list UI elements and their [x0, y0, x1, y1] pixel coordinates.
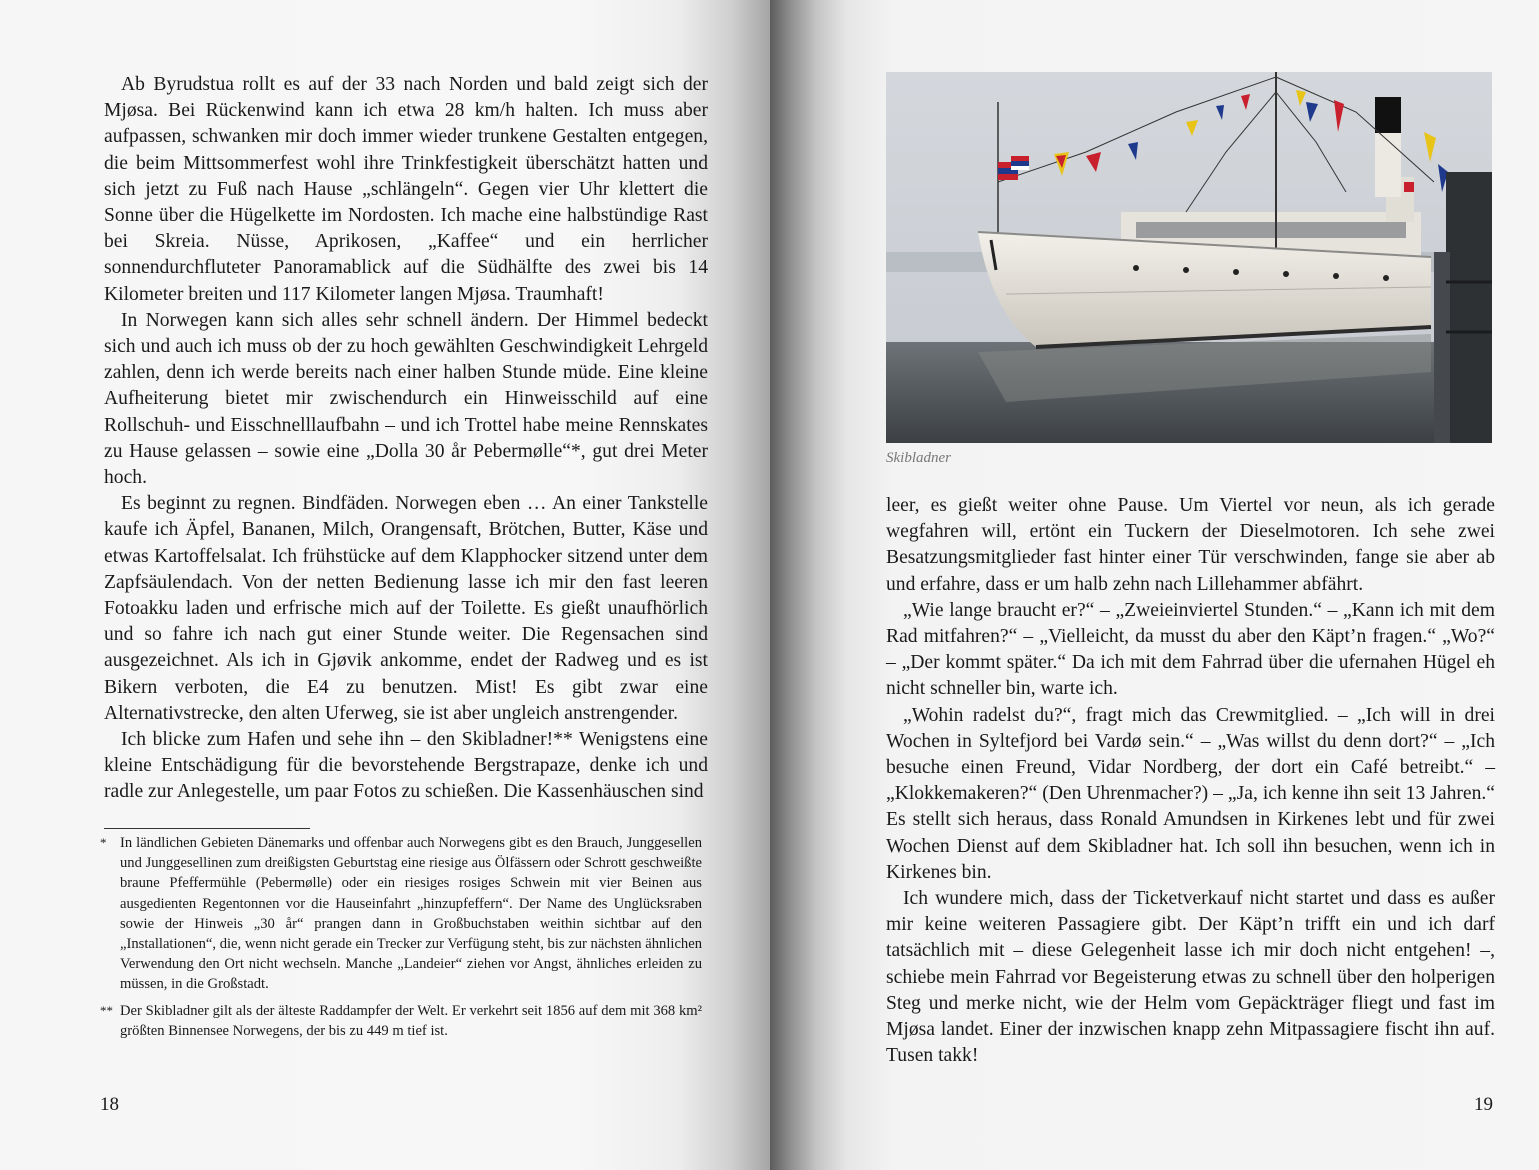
right-page [770, 0, 1539, 1170]
page-number-right: 19 [1474, 1094, 1493, 1115]
footnote-divider [104, 828, 310, 829]
paragraph: Ab Byrudstua rollt es auf der 33 nach Norden und bald zeigt sich der Mjøsa. Bei Rückenwind kann ich etwa 28 km/h halten. Ich muss aber aufpassen, schwanken mir doch immer wieder trunkene Gestalten entgegen, die beim Mittsommerfest wohl ihre Trinkfestigkeit überschätzt hatten und sich jetzt zu Fuß nach Hause „schlängeln“. Gegen vier Uhr klettert die Sonne über die Hügelkette im Nordosten. Ich mache eine halbstündige Rast bei Skreia. Nüsse, Aprikosen, „Kaffee“ und ein herrlicher sonnendurchfluteter Panoramablick auf die Südhälfte des zwei bis 14 Kilometer breiten und 117 Kilometer langen Mjøsa. Traumhaft! [104, 74, 708, 305]
footnote-text: In ländlichen Gebieten Dänemarks und offenbar auch Norwegens gibt es den Brauch, Junggesellen und Junggesellinen zum dreißigsten Geburtstag eine riesige aus Ölfässern oder Schrott geschweißte braune Pfeffermühle (Pebermølle) oder ein riesiges rosiges Schwein mit vier Beinen aus ausgedienten Regentonnen vor die Hauseinfahrt „hinzupfeffern“. Der Name des Unglücksraben sowie der Hinweis „30 år“ prangen dann in Großbuchstaben weithin sichtbar auf den „Installationen“, die, wenn nicht gerade ein Trecker zur Verfügung steht, bis zur nächsten ähnlichen Verwendung den Ort nicht wechseln. Manche „Landeier“ ziehen vor Angst, ähnliches erleiden zu müssen, in die Großstadt. [120, 835, 702, 993]
paragraph: In Norwegen kann sich alles sehr schnell ändern. Der Himmel bedeckt sich und auch ich muss ob der zu hoch gewählten Geschwindigkeit Lehrgeld zahlen, denn ich werde bereits nach einer halben Stunde müde. Eine kleine Aufheiterung bietet mir zwischendurch ein Hinweisschild auf eine Rollschuh- und Eisschnelllaufbahn – und ich Trottel habe meine Rennskates zu Hause gelassen – sowie eine „Dolla 30 år Pebermølle“*, gut drei Meter hoch. [104, 309, 708, 489]
right-body-text [886, 493, 1495, 1069]
footnote-marker: ** [100, 1002, 113, 1018]
photo-caption: Skibladner [886, 450, 951, 466]
paragraph: Es beginnt zu regnen. Bindfäden. Norwegen eben … An einer Tankstelle kaufe ich Äpfel, Bananen, Milch, Orangensaft, Brötchen, Butter, Käse und etwas Kartoffelsalat. Ich frühstücke auf dem Klapphocker sitzend unter dem Zapfsäulendach. Von der netten Bedienung lasse ich mir den fast leeren Fotoakku laden und erfrische mich auf der Toilette. Es gießt unaufhörlich und so fahre ich nach gut einer Stunde weiter. Die Regensachen sind ausgezeichnet. Als ich in Gjøvik ankomme, endet der Radweg und es ist Bikern verboten, die E4 zu benutzen. Mist! Es gibt zwar eine Alternativstrecke, den alten Uferweg, sie ist aber ungleich anstrengender. [104, 493, 708, 724]
left-body-text [104, 72, 708, 806]
footnote [100, 833, 702, 995]
footnote-text: Der Skibladner gilt als der älteste Raddampfer der Welt. Er verkehrt seit 1856 auf dem mit 368 km² größten Binnensee Norwegens, der bis zu 449 m tief ist. [120, 1002, 702, 1039]
footnotes [100, 833, 702, 1041]
paragraph: „Wohin radelst du?“, fragt mich das Crewmitglied. – „Ich will in drei Wochen in Syltefjord bei Vardø sein.“ – „Was willst du denn dort?“ – „Ich besuche einen Freund, Vidar Nordberg, der dort ein Café betreibt.“ – „Klokkemakeren?“ (Den Uhrenmacher?) – „Ja, ich kenne ihn seit 13 Jahren.“ Es stellt sich heraus, dass Ronald Amundsen in Kirkenes lebt und für zwei Wochen Dienst auf dem Skibladner hat. Ich soll ihn besuchen, wenn ich in Kirkenes bin. [886, 704, 1495, 883]
skibladner-photo [886, 72, 1492, 443]
paragraph: Ich blicke zum Hafen und sehe ihn – den Skibladner!** Wenigstens eine kleine Entschädigung für die bevorstehende Bergstrapaze, denke ich und radle zur Anlegestelle, um paar Fotos zu schießen. Die Kassenhäuschen sind [104, 729, 708, 803]
paragraph: Ich wundere mich, dass der Ticketverkauf nicht startet und dass es außer mir keine weiteren Passagiere gibt. Der Käpt’n trifft ein und ich darf tatsächlich mit – diese Gelegenheit lasse ich mir doch nicht entgehen! –, schiebe mein Fahrrad vor Begeisterung etwas zu schnell über den holperigen Steg und merke nicht, wie der Helm vom Gepäckträger fliegt und fast im Mjøsa landet. Einer der inzwischen knapp zehn Mitpassagiere fischt ihn auf. Tusen takk! [886, 888, 1495, 1067]
paragraph: „Wie lange braucht er?“ – „Zweieinviertel Stunden.“ – „Kann ich mit dem Rad mitfahren?“ – „Vielleicht, da musst du aber den Käpt’n fragen.“ „Wo?“ – „Der kommt später.“ Da ich mit dem Fahrrad über die ufernahen Hügel eh nicht schneller bin, warte ich. [886, 599, 1495, 700]
page-number-left: 18 [100, 1094, 119, 1115]
footnote [100, 1001, 702, 1041]
footnote-marker: * [100, 835, 107, 850]
paragraph: leer, es gießt weiter ohne Pause. Um Viertel vor neun, als ich gerade wegfahren will, ertönt ein Tuckern der Dieselmotoren. Ich sehe zwei Besatzungsmitglieder fast hinter einer Tür verschwinden, fange sie aber ab und erfahre, dass er um halb zehn nach Lillehammer abfährt. [886, 495, 1495, 595]
